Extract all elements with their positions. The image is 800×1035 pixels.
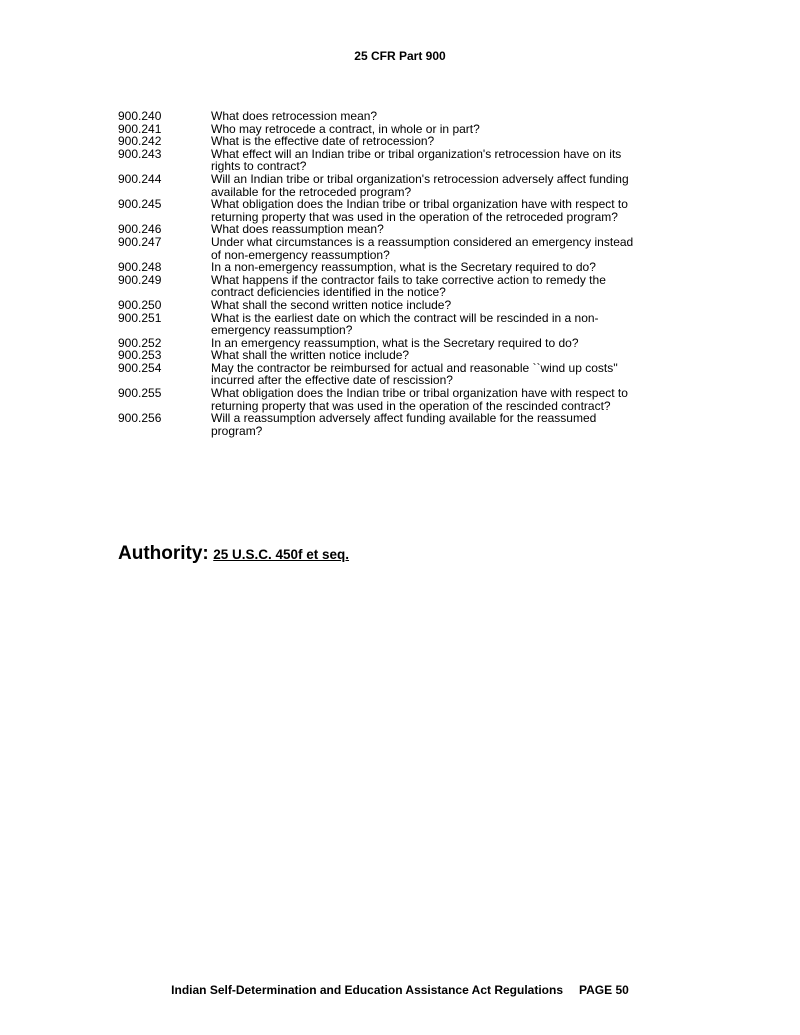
- section-title: What is the earliest date on which the contract will be rescinded in a non- emergency reassumption?: [211, 310, 599, 338]
- section-title: What obligation does the Indian tribe or tribal organization have with respect to returning property that was used in the operation of the rescinded contract?: [211, 386, 628, 413]
- authority-citation-link[interactable]: 25 U.S.C. 450f et seq.: [213, 547, 350, 562]
- section-number: 900.241: [118, 121, 162, 136]
- section-title: What effect will an Indian tribe or tribal organization's retrocession have on its rights to contract?: [211, 146, 622, 174]
- section-title: What does retrocession mean?: [211, 109, 378, 123]
- section-number: 900.250: [118, 297, 162, 312]
- section-title: What shall the written notice include?: [211, 348, 410, 363]
- section-title: Will a reassumption adversely affect funding available for the reassumed program?: [211, 411, 597, 438]
- section-row: [118, 261, 678, 274]
- page-header: 25 CFR Part 900: [354, 49, 446, 63]
- section-row: [118, 110, 678, 123]
- section-number: 900.254: [118, 360, 162, 375]
- section-row: [118, 236, 678, 261]
- section-number: 900.248: [118, 260, 162, 275]
- section-number: 900.255: [118, 386, 162, 401]
- section-title: What does reassumption mean?: [211, 222, 384, 237]
- section-list: [118, 110, 678, 437]
- section-row: [118, 198, 678, 223]
- section-row: [118, 349, 678, 362]
- page-footer: [0, 983, 800, 997]
- section-number: 900.256: [118, 411, 162, 426]
- section-number: 900.243: [118, 146, 162, 161]
- section-title: In a non-emergency reassumption, what is the Secretary required to do?: [211, 260, 596, 275]
- section-number: 900.247: [118, 234, 162, 249]
- section-number: 900.242: [118, 134, 162, 149]
- section-number: 900.252: [118, 335, 162, 350]
- section-row: [118, 362, 678, 387]
- section-row: [118, 299, 678, 312]
- section-title: What obligation does the Indian tribe or tribal organization have with respect to returning property that was used in the operation of the retroceded program?: [211, 197, 628, 224]
- section-title: Who may retrocede a contract, in whole or in part?: [211, 121, 480, 136]
- authority-label: Authority:: [118, 543, 209, 564]
- section-row: [118, 135, 678, 148]
- section-title: In an emergency reassumption, what is the Secretary required to do?: [211, 335, 579, 350]
- footer-title: Indian Self-Determination and Education Assistance Act Regulations: [171, 983, 564, 997]
- section-number: 900.240: [118, 109, 162, 123]
- section-title: Under what circumstances is a reassumption considered an emergency instead of non-emergency reassumption?: [211, 234, 634, 262]
- section-row: [118, 412, 678, 437]
- section-number: 900.253: [118, 348, 162, 363]
- section-row: [118, 387, 678, 412]
- section-row: [118, 312, 678, 337]
- section-title: May the contractor be reimbursed for actual and reasonable ``wind up costs'' incurred after the effective date of rescission?: [211, 360, 618, 388]
- section-number: 900.245: [118, 197, 162, 212]
- section-title: What shall the second written notice include?: [211, 297, 452, 312]
- section-row: [118, 274, 678, 299]
- section-number: 900.244: [118, 171, 162, 186]
- page-number: PAGE 50: [579, 983, 629, 997]
- section-title: What happens if the contractor fails to take corrective action to remedy the contract deficiencies identified in the notice?: [211, 272, 606, 300]
- section-row: [118, 173, 678, 198]
- section-number: 900.251: [118, 310, 162, 325]
- section-title: What is the effective date of retrocession?: [211, 134, 435, 149]
- section-number: 900.246: [118, 222, 162, 237]
- section-number: 900.249: [118, 272, 162, 287]
- authority-statement: [118, 543, 349, 565]
- section-row: [118, 148, 678, 173]
- section-title: Will an Indian tribe or tribal organization's retrocession adversely affect funding available for the retroceded program?: [211, 171, 629, 199]
